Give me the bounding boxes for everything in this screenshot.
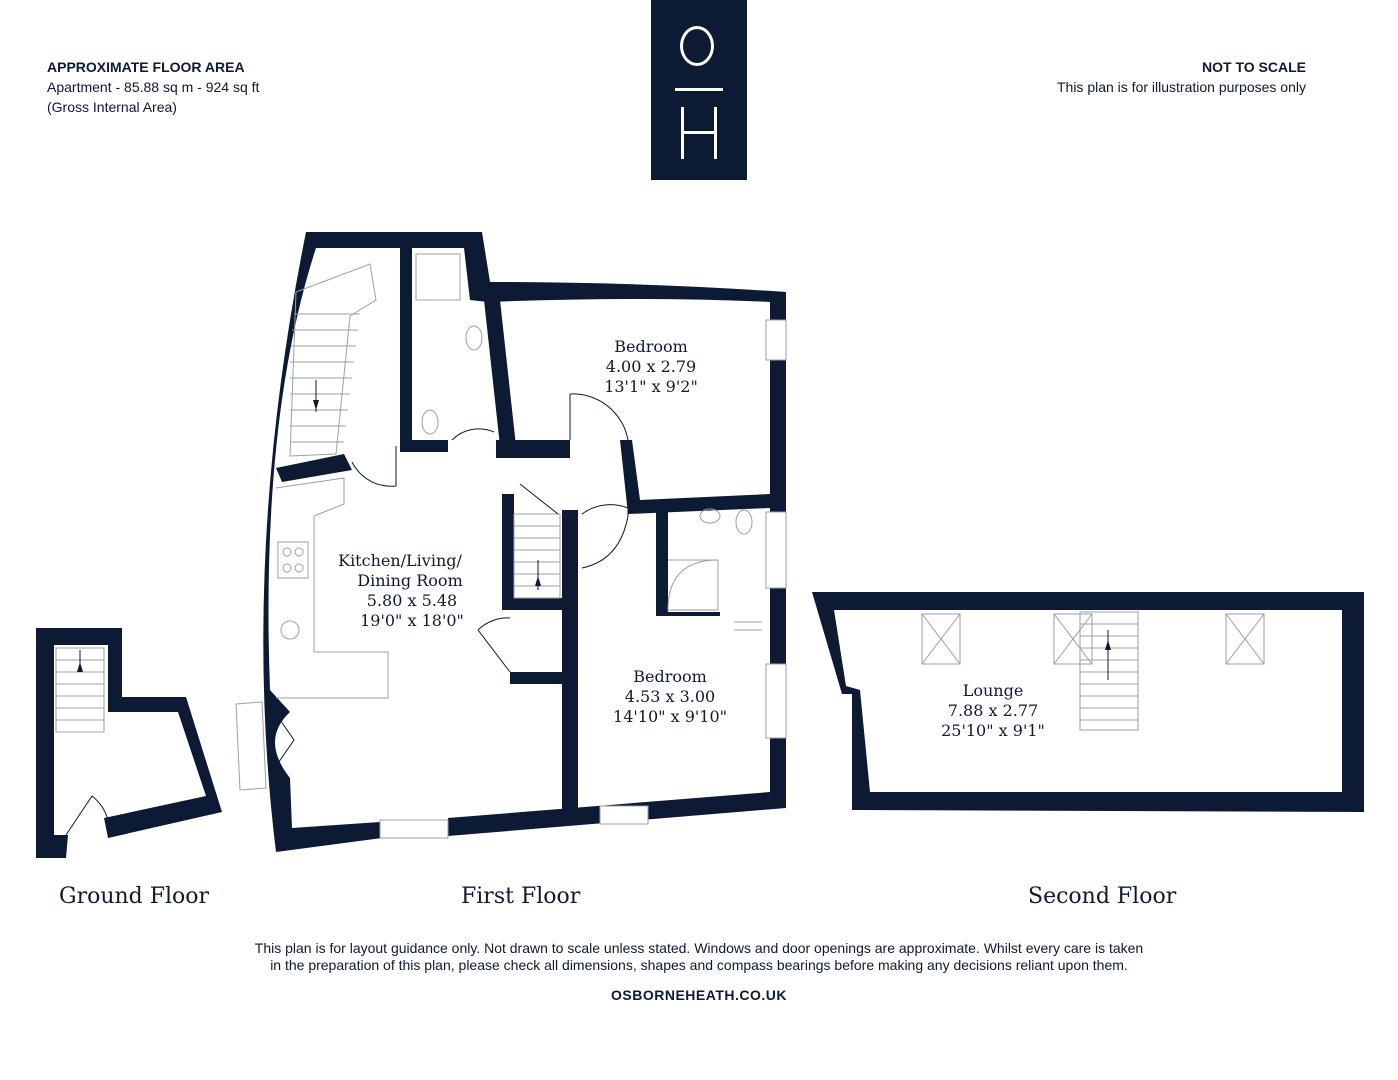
ground-door-swing xyxy=(66,796,108,835)
ground-floor-label: Ground Floor xyxy=(59,884,210,909)
landing-door-swing xyxy=(352,446,396,486)
kitchen-label-line1: Kitchen/Living/ xyxy=(338,551,462,570)
bedroom-2-bottom-window xyxy=(600,806,648,824)
cupboard-wall xyxy=(510,672,562,684)
disclaimer-line-1: This plan is for layout guidance only. Not drawn to scale unless stated. Windows and door openings are approximate. Whilst every care is taken xyxy=(254,940,1144,956)
disclaimer-line-2: in the preparation of this plan, please check all dimensions, shapes and compass bearings before making any decisions reliant upon them. xyxy=(270,957,1128,973)
inner-stair-wall xyxy=(502,494,562,610)
shower-tray xyxy=(416,254,460,300)
stair-landing-wall xyxy=(276,454,352,482)
kitchen-imperial: 19'0" x 18'0" xyxy=(360,611,464,630)
bedroom-2-metric: 4.53 x 3.00 xyxy=(624,687,716,706)
scale-notice-text: This plan is for illustration purposes only xyxy=(1056,79,1306,95)
first-floor-plan xyxy=(236,232,786,852)
disclaimer xyxy=(0,940,1398,974)
entrance-porch xyxy=(236,702,266,790)
towel-rail xyxy=(734,622,762,630)
scale-notice-title: NOT TO SCALE xyxy=(1202,59,1306,75)
kitchen-bottom-window xyxy=(380,820,448,838)
bedroom-2-window xyxy=(766,664,786,738)
first-floor-label: First Floor xyxy=(461,884,581,909)
bedroom-1-metric: 4.00 x 2.79 xyxy=(605,357,697,376)
bedroom-2-label: Bedroom xyxy=(633,667,707,686)
bedroom-2-imperial: 14'10" x 9'10" xyxy=(613,707,727,726)
cupboard-door xyxy=(478,630,510,672)
shower-room-walls xyxy=(400,248,448,452)
bedroom-1-window xyxy=(766,320,786,360)
shower-door-swing xyxy=(452,429,494,440)
ground-stair-arrow xyxy=(77,662,83,672)
sink-fixture xyxy=(281,621,299,639)
toilet-fixture xyxy=(422,410,438,434)
floor-area-value: Apartment - 85.88 sq m - 924 sq ft xyxy=(47,79,260,95)
floor-area-title: APPROXIMATE FLOOR AREA xyxy=(47,59,245,75)
ground-floor-walls xyxy=(36,628,222,858)
lounge-imperial: 25'10" x 9'1" xyxy=(941,721,1045,740)
shower-room-right-wall xyxy=(484,300,516,446)
second-floor-stairs xyxy=(1080,612,1138,730)
ensuite-basin xyxy=(700,509,720,523)
bedroom-1-label: Bedroom xyxy=(614,337,688,356)
website-link[interactable]: OSBORNEHEATH.CO.UK xyxy=(611,987,787,1003)
second-floor-label: Second Floor xyxy=(1028,884,1177,909)
ground-floor-plan xyxy=(36,628,222,858)
second-stair-arrow xyxy=(1105,640,1111,650)
kitchen-metric: 5.80 x 5.48 xyxy=(366,591,458,610)
roof-windows xyxy=(922,614,1264,664)
bedroom-1-door-swing xyxy=(570,394,628,440)
ground-floor-stairs xyxy=(56,648,104,732)
floor-area-note: (Gross Internal Area) xyxy=(47,99,177,115)
second-floor-walls xyxy=(812,592,1364,812)
ensuite-walls xyxy=(656,508,720,616)
hob-fixture xyxy=(278,542,308,578)
lounge-label: Lounge xyxy=(962,681,1024,700)
basin-fixture xyxy=(466,326,482,350)
bedroom-2-door-swing xyxy=(582,505,628,568)
bedroom-1-imperial: 13'1" x 9'2" xyxy=(604,377,698,396)
kitchen-label-line2: Dining Room xyxy=(357,571,463,590)
bedroom-1-lower-wall xyxy=(620,440,770,514)
ensuite-toilet xyxy=(736,510,752,534)
lounge-metric: 7.88 x 2.77 xyxy=(947,701,1039,720)
first-floor-outer-walls xyxy=(263,232,786,852)
corner-shower xyxy=(668,560,718,610)
ensuite-window xyxy=(766,512,786,588)
bedroom-2-left-wall xyxy=(562,510,578,812)
second-floor-plan xyxy=(812,592,1364,812)
